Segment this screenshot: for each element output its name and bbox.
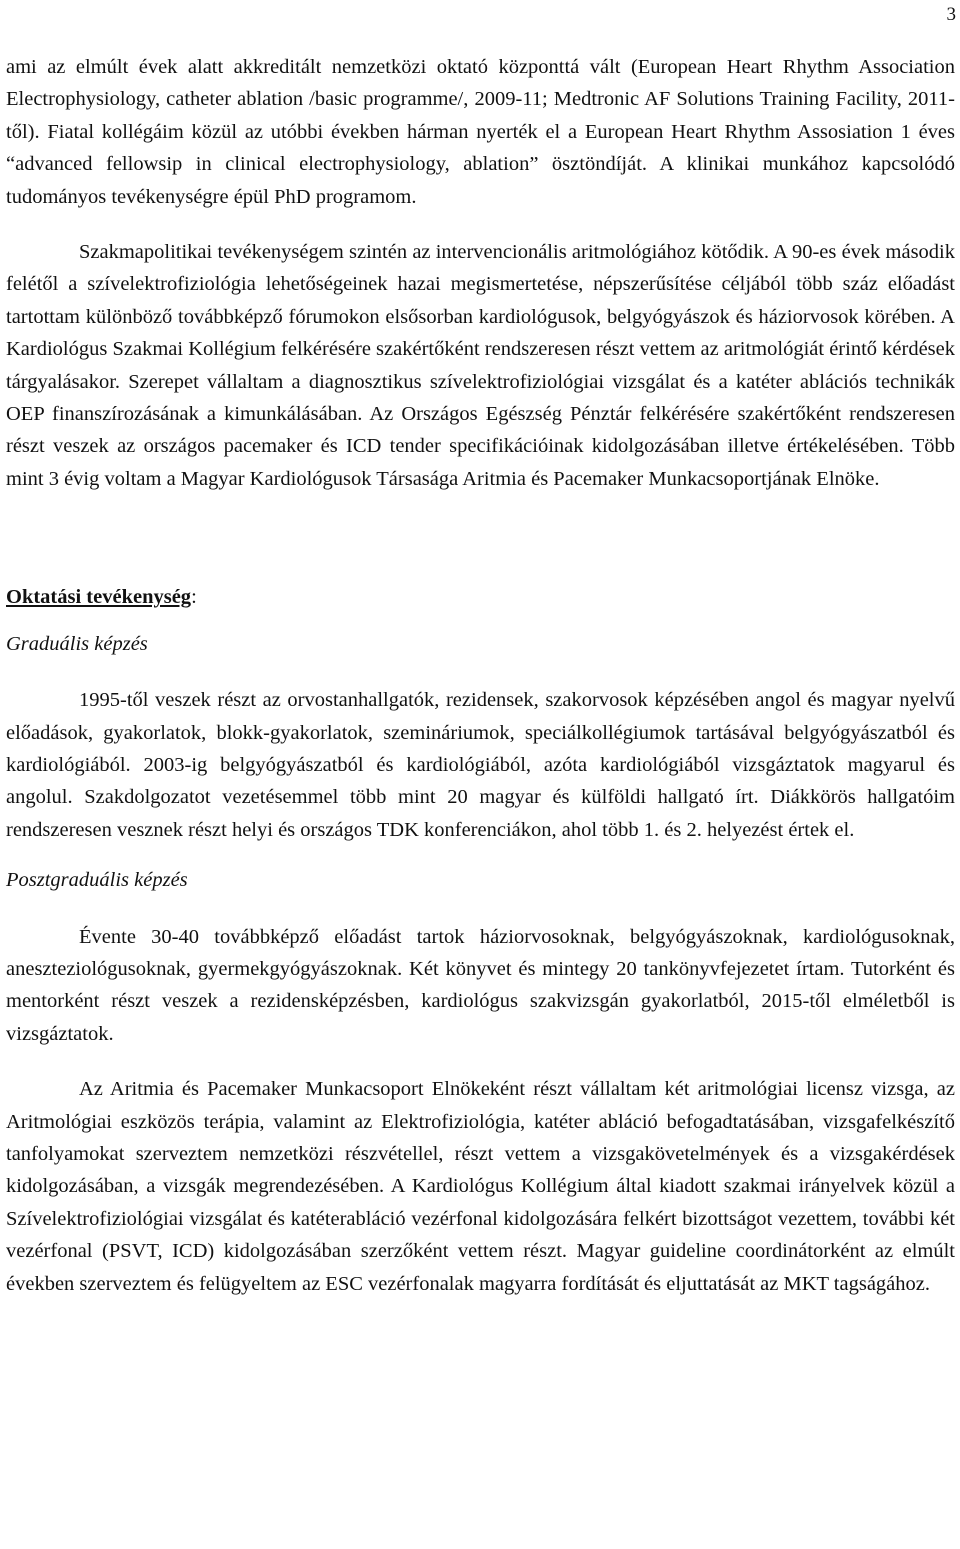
section-heading-colon: : <box>191 586 197 609</box>
paragraph-graduate-training: 1995-től veszek részt az orvostanhallgatók, rezidensek, szakorvosok képzésében angol és magyar nyelvű előadások, gyakorlatok, blokk-gyakorlatok, szemináriumok, speciálkollégiumok tartásával belgyógyászatból és kardiológiából. 2003-ig belgyógyászatból és kardiológiából, azóta kardiológiából vizsgáztatok magyarul és angolul. Szakdolgozatot vezetésemmel több mint 20 magyar és külföldi hallgató írt. Diákkörös hallgatóim rendszeresen vesznek részt helyi és országos TDK konferenciákon, ahol több 1. és 2. helyezést értek el. <box>6 689 955 841</box>
page-number: 3 <box>946 4 956 25</box>
subheading-postgraduate: Posztgraduális képzés <box>6 869 188 892</box>
paragraph-professional-policy: Szakmapolitikai tevékenységem szintén az intervencionális aritmológiához kötődik. A 90-es évek második felétől a szívelektrofiziológia lehetőségeinek hazai megismertetése, népszerűsítése céljából több száz előadást tartottam különböző továbbképző fórumokon elsősorban kardiológusok, belgyógyászok és háziorvosok körében. A Kardiológus Szakmai Kollégium felkérésére szakértőként rendszeresen részt vettem az aritmológiát érintő kérdések tárgyalásakor. Szerepet vállaltam a diagnosztikus szívelektrofiziológiai vizsgálat és a katéter ablációs technikák OEP finanszírozásának a kimunkálásában. Az Országos Egészség Pénztár felkérésére szakértőként rendszeresen részt veszek az országos pacemaker és ICD tender specifikációinak kidolgozásában illetve értékelésében. Több mint 3 évig voltam a Magyar Kardiológusok Társasága Aritmia és Pacemaker Munkacsoportjának Elnöke. <box>6 241 955 490</box>
subheading-graduate: Graduális képzés <box>6 632 148 655</box>
document-body <box>6 51 955 1300</box>
section-heading-text: Oktatási tevékenység <box>6 586 192 609</box>
section-heading <box>6 581 955 613</box>
paragraph-intro: ami az elmúlt évek alatt akkreditált nemzetközi oktató központtá vált (European Heart Rhythm Association Electrophysiology, catheter ablation /basic programme/, 2009-11; Medtronic AF Solutions Training Facility, 2011-től). Fiatal kollégáim közül az utóbbi években hárman nyerték el a European Heart Rhythm Assosiation 1 éves “advanced fellowsip in clinical electrophysiology, ablation” ösztöndíját. A klinikai munkához kapcsolódó tudományos tevékenységre épül PhD programom. <box>6 56 955 208</box>
paragraph-postgraduate-training: Évente 30-40 továbbképző előadást tartok háziorvosoknak, belgyógyászoknak, kardiológusoknak, aneszteziológusoknak, gyermekgyógyászoknak. Két könyvet és mintegy 20 tankönyvfejezetet írtam. Tutorként és mentorként részt veszek a rezidensképzésben, kardiológus szakvizsgán gyakorlatból, 2015-től elméletből is vizsgáztatok. <box>6 925 955 1045</box>
paragraph-arrhythmia-workgroup: Az Aritmia és Pacemaker Munkacsoport Elnökeként részt vállaltam két aritmológiai licensz vizsga, az Aritmológiai eszközös terápia, valamint az Elektrofiziológia, katéter abláció befogadtatásában, vizsgafelkészítő tanfolyamokat szerveztem nemzetközi részvétellel, részt vettem a vizsgakövetelmények és a vizsgakérdések kidolgozásában, a vizsgák megrendezésében. A Kardiológus Kollégium által kiadott szakmai irányelvek közül a Szívelektrofiziológiai vizsgálat és katéterabláció vezérfonal kidolgozására felkért bizottságot vezettem, további két vezérfonal (PSVT, ICD) kidolgozásában szerzőként vettem részt. Magyar guideline coordinátorként az elmúlt években szerveztem és felügyeltem az ESC vezérfonalak magyarra fordítását és eljuttatását az MKT tagságához. <box>6 1078 955 1295</box>
